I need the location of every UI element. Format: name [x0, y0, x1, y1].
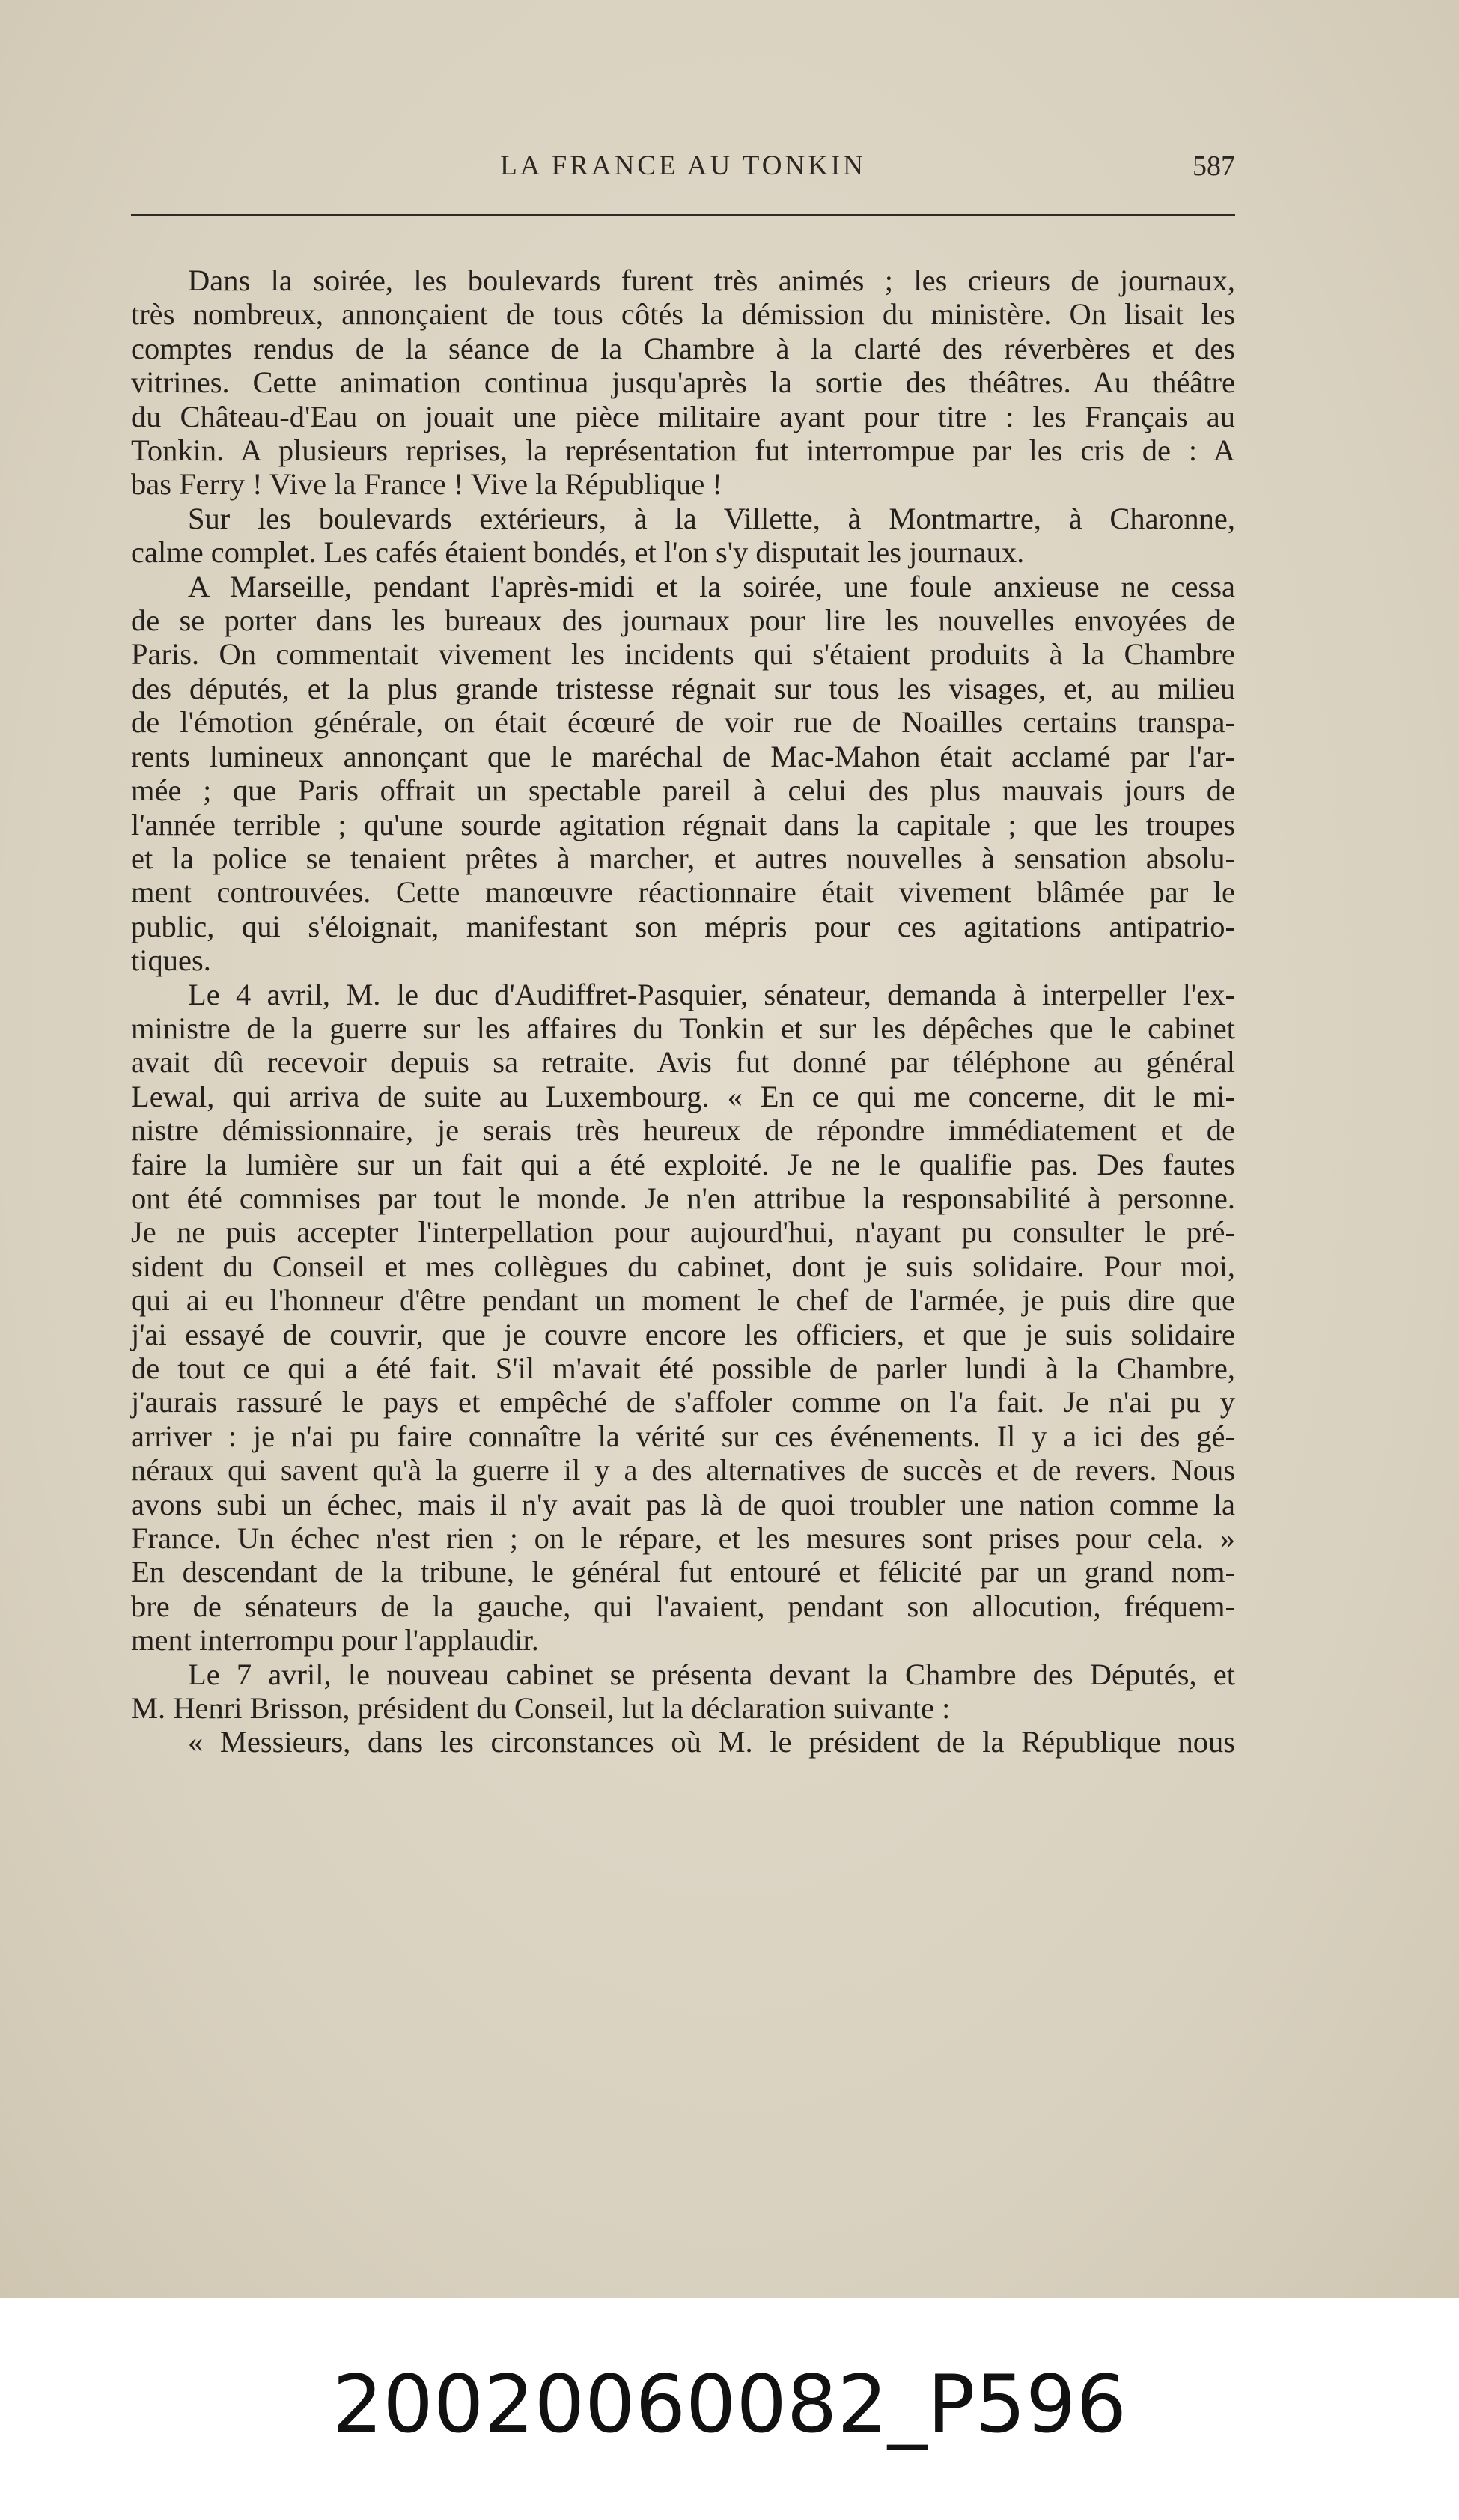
text-line: Paris. On commentait vivement les incidents qui s'étaient produits à la Chambre [131, 637, 1235, 672]
page-number: 587 [1193, 150, 1235, 182]
text-line: Tonkin. A plusieurs reprises, la représentation fut interrompue par les cris de : A [131, 433, 1235, 468]
paragraph [131, 264, 1235, 502]
text-line: l'année terrible ; qu'une sourde agitation régnait dans la capitale ; que les troupes [131, 807, 1235, 841]
text-line: néraux qui savent qu'à la guerre il y a des alternatives de succès et de revers. Nous [131, 1453, 1235, 1488]
text-line: tiques. [131, 943, 211, 978]
text-line: de l'émotion générale, on était écœuré de voir rue de Noailles certains transpa- [131, 705, 1235, 740]
text-line: France. Un échec n'est rien ; on le répare, et les mesures sont prises pour cela. » [131, 1521, 1235, 1556]
text-line: public, qui s'éloignait, manifestant son mépris pour ces agitations antipatrio- [131, 909, 1235, 943]
paragraph [131, 978, 1235, 1658]
text-line: calme complet. Les cafés étaient bondés, et l'on s'y disputait les journaux. [131, 535, 1025, 570]
text-line: Sur les boulevards extérieurs, à la Villette, à Montmartre, à Charonne, [188, 501, 1235, 535]
text-line: ment controuvées. Cette manœuvre réactionnaire était vivement blâmée par le [131, 875, 1235, 910]
text-line: des députés, et la plus grande tristesse régnait sur tous les visages, et, au milieu [131, 671, 1235, 705]
text-line: sident du Conseil et mes collègues du cabinet, dont je suis solidaire. Pour moi, [131, 1249, 1235, 1283]
text-line: Dans la soirée, les boulevards furent très animés ; les crieurs de journaux, [188, 264, 1235, 297]
text-line: avons subi un échec, mais il n'y avait pas là de quoi troubler une nation comme la [131, 1487, 1235, 1521]
paragraph [131, 502, 1235, 570]
text-line: M. Henri Brisson, président du Conseil, lut la déclaration suivante : [131, 1691, 951, 1726]
header-rule [131, 214, 1235, 216]
body-text [131, 264, 1235, 1759]
text-line: faire la lumière sur un fait qui a été exploité. Je ne le qualifie pas. Des fautes [131, 1147, 1235, 1181]
text-line: de se porter dans les bureaux des journaux pour lire les nouvelles envoyées de [131, 603, 1235, 638]
paragraph [131, 570, 1235, 978]
text-line: du Château-d'Eau on jouait une pièce militaire ayant pour titre : les Français au [131, 399, 1235, 433]
running-title: LA FRANCE AU TONKIN [500, 150, 866, 181]
text-line: nistre démissionnaire, je serais très heureux de répondre immédiatement et de [131, 1113, 1235, 1148]
paragraph [131, 1725, 1235, 1759]
text-line: vitrines. Cette animation continua jusqu'après la sortie des théâtres. Au théâtre [131, 365, 1235, 400]
text-line: « Messieurs, dans les circonstances où M. le président de la République nous [188, 1725, 1235, 1759]
text-line: ministre de la guerre sur les affaires du Tonkin et sur les dépêches que le cabinet [131, 1011, 1235, 1045]
text-line: Le 7 avril, le nouveau cabinet se présenta devant la Chambre des Députés, et [188, 1657, 1235, 1691]
text-line: bas Ferry ! Vive la France ! Vive la République ! [131, 467, 722, 502]
text-line: bre de sénateurs de la gauche, qui l'avaient, pendant son allocution, fréquem- [131, 1589, 1235, 1623]
text-line: ont été commises par tout le monde. Je n'en attribue la responsabilité à personne. [131, 1181, 1235, 1215]
text-line: arriver : je n'ai pu faire connaître la vérité sur ces événements. Il y a ici des gé- [131, 1419, 1235, 1453]
text-line: rents lumineux annonçant que le maréchal de Mac-Mahon était acclamé par l'ar- [131, 739, 1235, 773]
text-line: j'aurais rassuré le pays et empêché de s'affoler comme on l'a fait. Je n'ai pu y [131, 1385, 1235, 1419]
paragraph [131, 1658, 1235, 1726]
running-header [131, 150, 1235, 195]
text-line: et la police se tenaient prêtes à marcher, et autres nouvelles à sensation absolu- [131, 841, 1235, 875]
text-line: En descendant de la tribune, le général fut entouré et félicité par un grand nom- [131, 1555, 1235, 1589]
text-line: très nombreux, annonçaient de tous côtés la démission du ministère. On lisait les [131, 297, 1235, 332]
text-line: Lewal, qui arriva de suite au Luxembourg. « En ce qui me concerne, dit le mi- [131, 1079, 1235, 1113]
text-line: Le 4 avril, M. le duc d'Audiffret-Pasquier, sénateur, demanda à interpeller l'ex- [188, 977, 1235, 1011]
text-line: comptes rendus de la séance de la Chambre à la clarté des réverbères et des [131, 331, 1235, 365]
text-line: Je ne puis accepter l'interpellation pour aujourd'hui, n'ayant pu consulter le pré- [131, 1215, 1235, 1250]
image-caption: 20020060082_P596 [332, 2358, 1127, 2450]
text-line: A Marseille, pendant l'après-midi et la soirée, une foule anxieuse ne cessa [188, 569, 1235, 603]
text-line: j'ai essayé de couvrir, que je couvre encore les officiers, et que je suis solidaire [131, 1317, 1235, 1351]
text-line: de tout ce qui a été fait. S'il m'avait été possible de parler lundi à la Chambre, [131, 1351, 1235, 1385]
text-line: ment interrompu pour l'applaudir. [131, 1623, 539, 1658]
text-line: mée ; que Paris offrait un spectable pareil à celui des plus mauvais jours de [131, 773, 1235, 808]
text-line: qui ai eu l'honneur d'être pendant un moment le chef de l'armée, je puis dire que [131, 1283, 1235, 1318]
text-line: avait dû recevoir depuis sa retraite. Avis fut donné par téléphone au général [131, 1045, 1235, 1080]
